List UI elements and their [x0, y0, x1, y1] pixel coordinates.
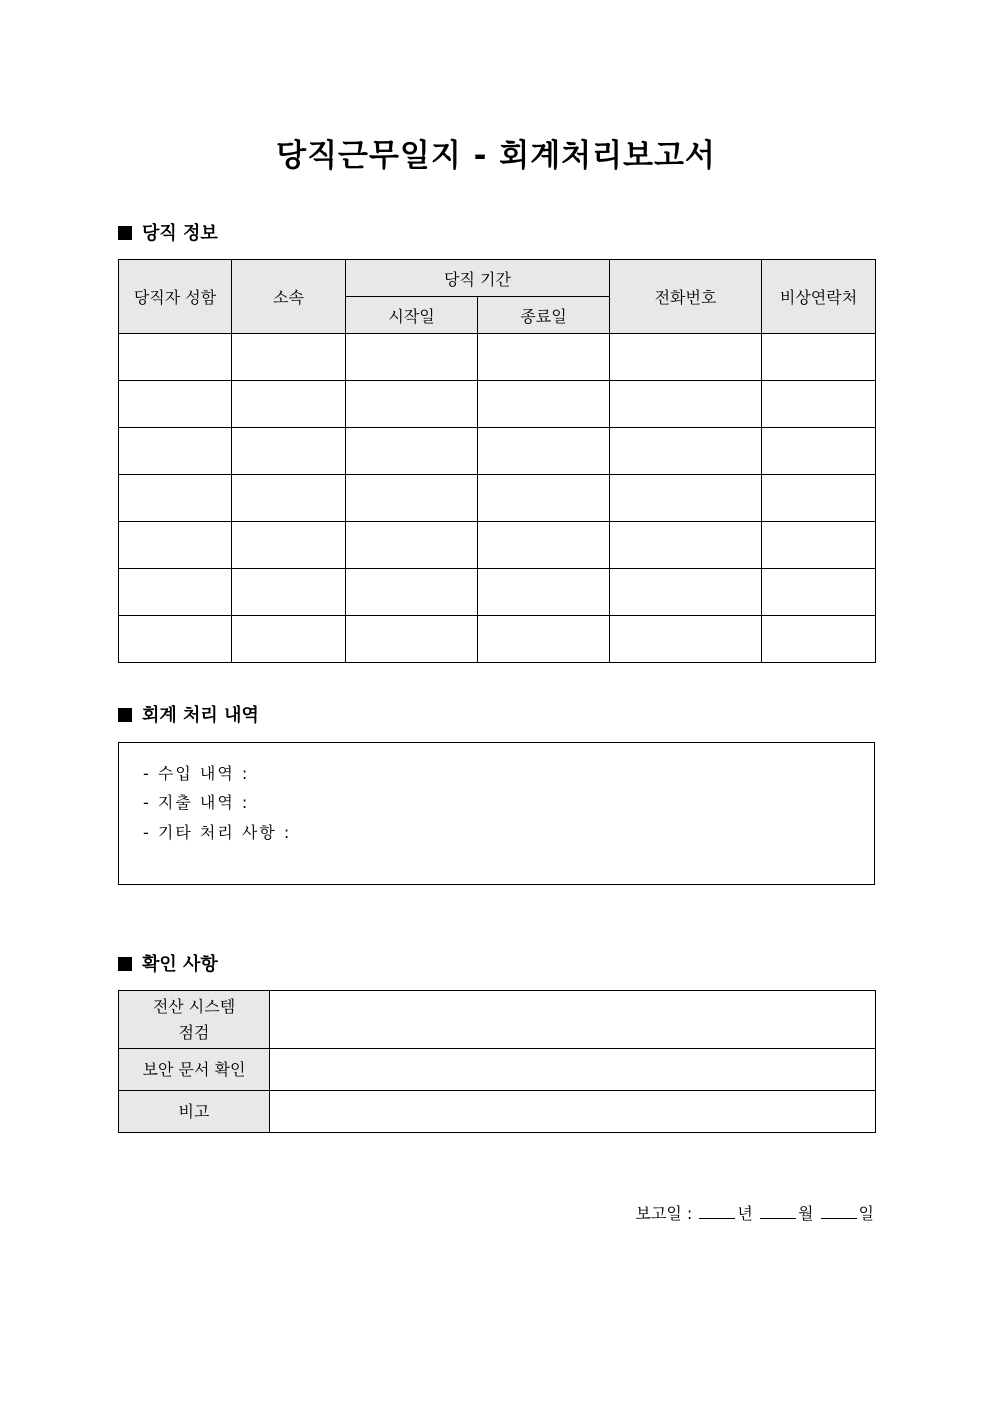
- table-row: [119, 616, 876, 663]
- table-cell[interactable]: [610, 334, 762, 381]
- system-check-value[interactable]: [270, 991, 876, 1049]
- section-heading-label: 확인 사항: [142, 954, 218, 975]
- income-line: - 수입 내역 :: [143, 764, 250, 783]
- table-cell[interactable]: [119, 522, 232, 569]
- table-cell[interactable]: [232, 428, 346, 475]
- table-row: [119, 475, 876, 522]
- table-cell[interactable]: [346, 334, 478, 381]
- table-cell[interactable]: [610, 475, 762, 522]
- table-cell[interactable]: [232, 475, 346, 522]
- table-row: [119, 428, 876, 475]
- report-date-label: 보고일 :: [635, 1204, 693, 1223]
- table-cell[interactable]: [610, 569, 762, 616]
- section-heading-label: 당직 정보: [142, 223, 218, 244]
- table-cell[interactable]: [119, 569, 232, 616]
- table-cell[interactable]: [232, 334, 346, 381]
- table-cell[interactable]: [610, 381, 762, 428]
- header-phone: 전화번호: [610, 260, 762, 334]
- table-cell[interactable]: [762, 522, 876, 569]
- day-blank[interactable]: [821, 1204, 857, 1219]
- table-cell[interactable]: [478, 569, 610, 616]
- accounting-details-box: [118, 742, 875, 885]
- table-row: [119, 569, 876, 616]
- system-check-label: 전산 시스템 점검: [119, 991, 270, 1049]
- table-row: [119, 1091, 876, 1133]
- header-name: 당직자 성함: [119, 260, 232, 334]
- header-start: 시작일: [346, 297, 478, 334]
- table-cell[interactable]: [232, 522, 346, 569]
- table-cell[interactable]: [478, 475, 610, 522]
- security-docs-label: 보안 문서 확인: [119, 1049, 270, 1091]
- table-cell[interactable]: [610, 616, 762, 663]
- table-row: [119, 1049, 876, 1091]
- header-emergency: 비상연락처: [762, 260, 876, 334]
- square-bullet-icon: [118, 957, 132, 971]
- table-cell[interactable]: [610, 428, 762, 475]
- table-cell[interactable]: [119, 428, 232, 475]
- other-line: - 기타 처리 사항 :: [143, 823, 292, 842]
- year-label: 년: [737, 1204, 753, 1223]
- page-title: 당직근무일지 - 회계처리보고서: [276, 138, 716, 174]
- table-cell[interactable]: [346, 475, 478, 522]
- table-cell[interactable]: [762, 569, 876, 616]
- table-cell[interactable]: [346, 616, 478, 663]
- table-cell[interactable]: [346, 381, 478, 428]
- header-dept: 소속: [232, 260, 346, 334]
- section-heading-label: 회계 처리 내역: [142, 705, 259, 726]
- month-blank[interactable]: [760, 1204, 796, 1219]
- table-cell[interactable]: [119, 475, 232, 522]
- remarks-value[interactable]: [270, 1091, 876, 1133]
- header-end: 종료일: [478, 297, 610, 334]
- table-cell[interactable]: [232, 569, 346, 616]
- section-heading-accounting: [118, 704, 259, 728]
- duty-info-table: [118, 259, 876, 663]
- remarks-label: 비고: [119, 1091, 270, 1133]
- table-cell[interactable]: [762, 616, 876, 663]
- duty-table-body: [119, 334, 876, 663]
- header-period: 당직 기간: [346, 260, 610, 297]
- table-cell[interactable]: [346, 522, 478, 569]
- year-blank[interactable]: [699, 1204, 735, 1219]
- table-cell[interactable]: [119, 616, 232, 663]
- day-label: 일: [858, 1204, 874, 1223]
- square-bullet-icon: [118, 226, 132, 240]
- table-cell[interactable]: [478, 381, 610, 428]
- table-cell[interactable]: [610, 522, 762, 569]
- table-cell[interactable]: [478, 428, 610, 475]
- table-cell[interactable]: [762, 475, 876, 522]
- table-cell[interactable]: [232, 616, 346, 663]
- table-cell[interactable]: [119, 381, 232, 428]
- section-heading-confirm: [118, 953, 218, 977]
- table-cell[interactable]: [232, 381, 346, 428]
- month-label: 월: [797, 1204, 814, 1223]
- table-cell[interactable]: [346, 428, 478, 475]
- table-cell[interactable]: [478, 522, 610, 569]
- table-cell[interactable]: [119, 334, 232, 381]
- section-heading-duty-info: [118, 222, 218, 246]
- table-cell[interactable]: [762, 428, 876, 475]
- table-cell[interactable]: [478, 616, 610, 663]
- expense-line: - 지출 내역 :: [143, 793, 250, 812]
- table-cell[interactable]: [478, 334, 610, 381]
- square-bullet-icon: [118, 708, 132, 722]
- table-row: [119, 991, 876, 1049]
- table-row: [119, 334, 876, 381]
- table-cell[interactable]: [762, 334, 876, 381]
- security-docs-value[interactable]: [270, 1049, 876, 1091]
- table-row: [119, 381, 876, 428]
- confirm-table: [118, 990, 876, 1133]
- table-cell[interactable]: [762, 381, 876, 428]
- table-row: [119, 522, 876, 569]
- table-cell[interactable]: [346, 569, 478, 616]
- report-date: [635, 1202, 874, 1226]
